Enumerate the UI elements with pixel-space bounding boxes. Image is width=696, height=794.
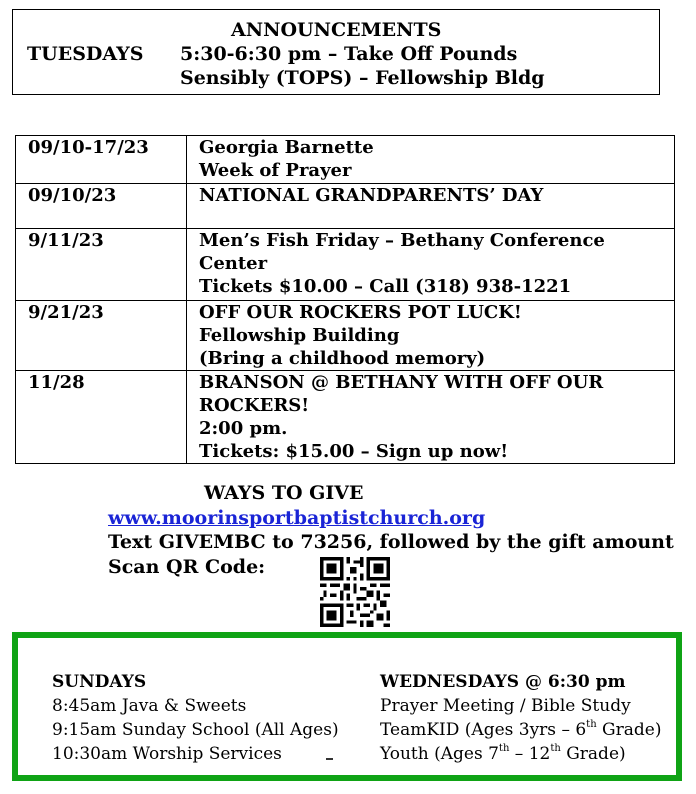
announcements-box xyxy=(12,9,660,95)
qr-code-label: Scan QR Code: xyxy=(108,556,266,578)
event-date: 11/28 xyxy=(16,371,187,464)
announcements-day: TUESDAYS xyxy=(27,43,144,65)
weekly-schedule-box xyxy=(12,632,682,781)
event-date: 9/11/23 xyxy=(16,229,187,301)
qr-code-icon[interactable] xyxy=(320,557,390,627)
church-website-link[interactable]: www.moorinsportbaptistchurch.org xyxy=(108,507,486,529)
event-line: 2:00 pm. xyxy=(199,418,288,439)
wednesdays-column xyxy=(380,670,661,766)
event-line: BRANSON @ BETHANY WITH OFF OUR xyxy=(199,372,604,393)
table-row xyxy=(16,136,675,184)
events-table xyxy=(15,135,675,464)
wednesday-item-text: – 12 xyxy=(509,744,551,764)
wednesday-item xyxy=(380,718,661,742)
ordinal-suffix: th xyxy=(550,743,561,755)
wednesday-item-text: Grade) xyxy=(560,744,626,764)
event-line: Tickets $10.00 – Call (318) 938-1221 xyxy=(199,276,572,297)
event-description xyxy=(187,301,675,371)
event-line: Fellowship Building xyxy=(199,325,400,346)
ordinal-suffix: th xyxy=(498,743,510,755)
sunday-item: 8:45am Java & Sweets xyxy=(52,696,247,716)
event-date: 09/10/23 xyxy=(16,184,187,229)
event-description xyxy=(187,371,675,464)
announcements-line-1: 5:30-6:30 pm – Take Off Pounds xyxy=(180,43,518,65)
event-date: 09/10-17/23 xyxy=(16,136,187,184)
event-date: 9/21/23 xyxy=(16,301,187,371)
announcements-line-2: Sensibly (TOPS) – Fellowship Bldg xyxy=(180,67,545,89)
ordinal-suffix: th xyxy=(586,719,597,731)
table-row xyxy=(16,229,675,301)
table-row xyxy=(16,301,675,371)
table-row xyxy=(16,184,675,229)
event-line: ROCKERS! xyxy=(199,395,310,416)
event-line: Tickets: $15.00 – Sign up now! xyxy=(199,441,509,462)
event-description xyxy=(187,229,675,301)
event-line: (Bring a childhood memory) xyxy=(199,348,486,369)
wednesday-item xyxy=(380,742,661,766)
event-description xyxy=(187,184,675,229)
sunday-item: 9:15am Sunday School (All Ages) xyxy=(52,720,339,740)
ways-to-give-title: WAYS TO GIVE xyxy=(204,482,364,504)
event-line: Georgia Barnette xyxy=(199,137,374,158)
event-description xyxy=(187,136,675,184)
event-line: Men’s Fish Friday – Bethany Conference xyxy=(199,230,605,251)
sundays-column xyxy=(52,670,339,766)
wednesday-item-text: Youth (Ages 7 xyxy=(380,744,499,764)
wednesday-item-text: TeamKID (Ages 3yrs – 6 xyxy=(380,720,587,740)
sunday-item: 10:30am Worship Services xyxy=(52,744,282,764)
announcements-title: ANNOUNCEMENTS xyxy=(231,19,442,41)
wednesdays-heading: WEDNESDAYS @ 6:30 pm xyxy=(380,672,626,692)
event-line: NATIONAL GRANDPARENTS’ DAY xyxy=(199,185,544,206)
event-line: OFF OUR ROCKERS POT LUCK! xyxy=(199,302,522,323)
wednesday-item-text: Grade) xyxy=(596,720,662,740)
sundays-heading: SUNDAYS xyxy=(52,672,147,692)
event-line: Center xyxy=(199,253,268,274)
table-row xyxy=(16,371,675,464)
wednesday-item: Prayer Meeting / Bible Study xyxy=(380,696,631,716)
event-line: Week of Prayer xyxy=(199,160,352,181)
text-to-give-instructions: Text GIVEMBC to 73256, followed by the gift amount xyxy=(108,531,674,553)
decorative-dash xyxy=(326,758,333,760)
